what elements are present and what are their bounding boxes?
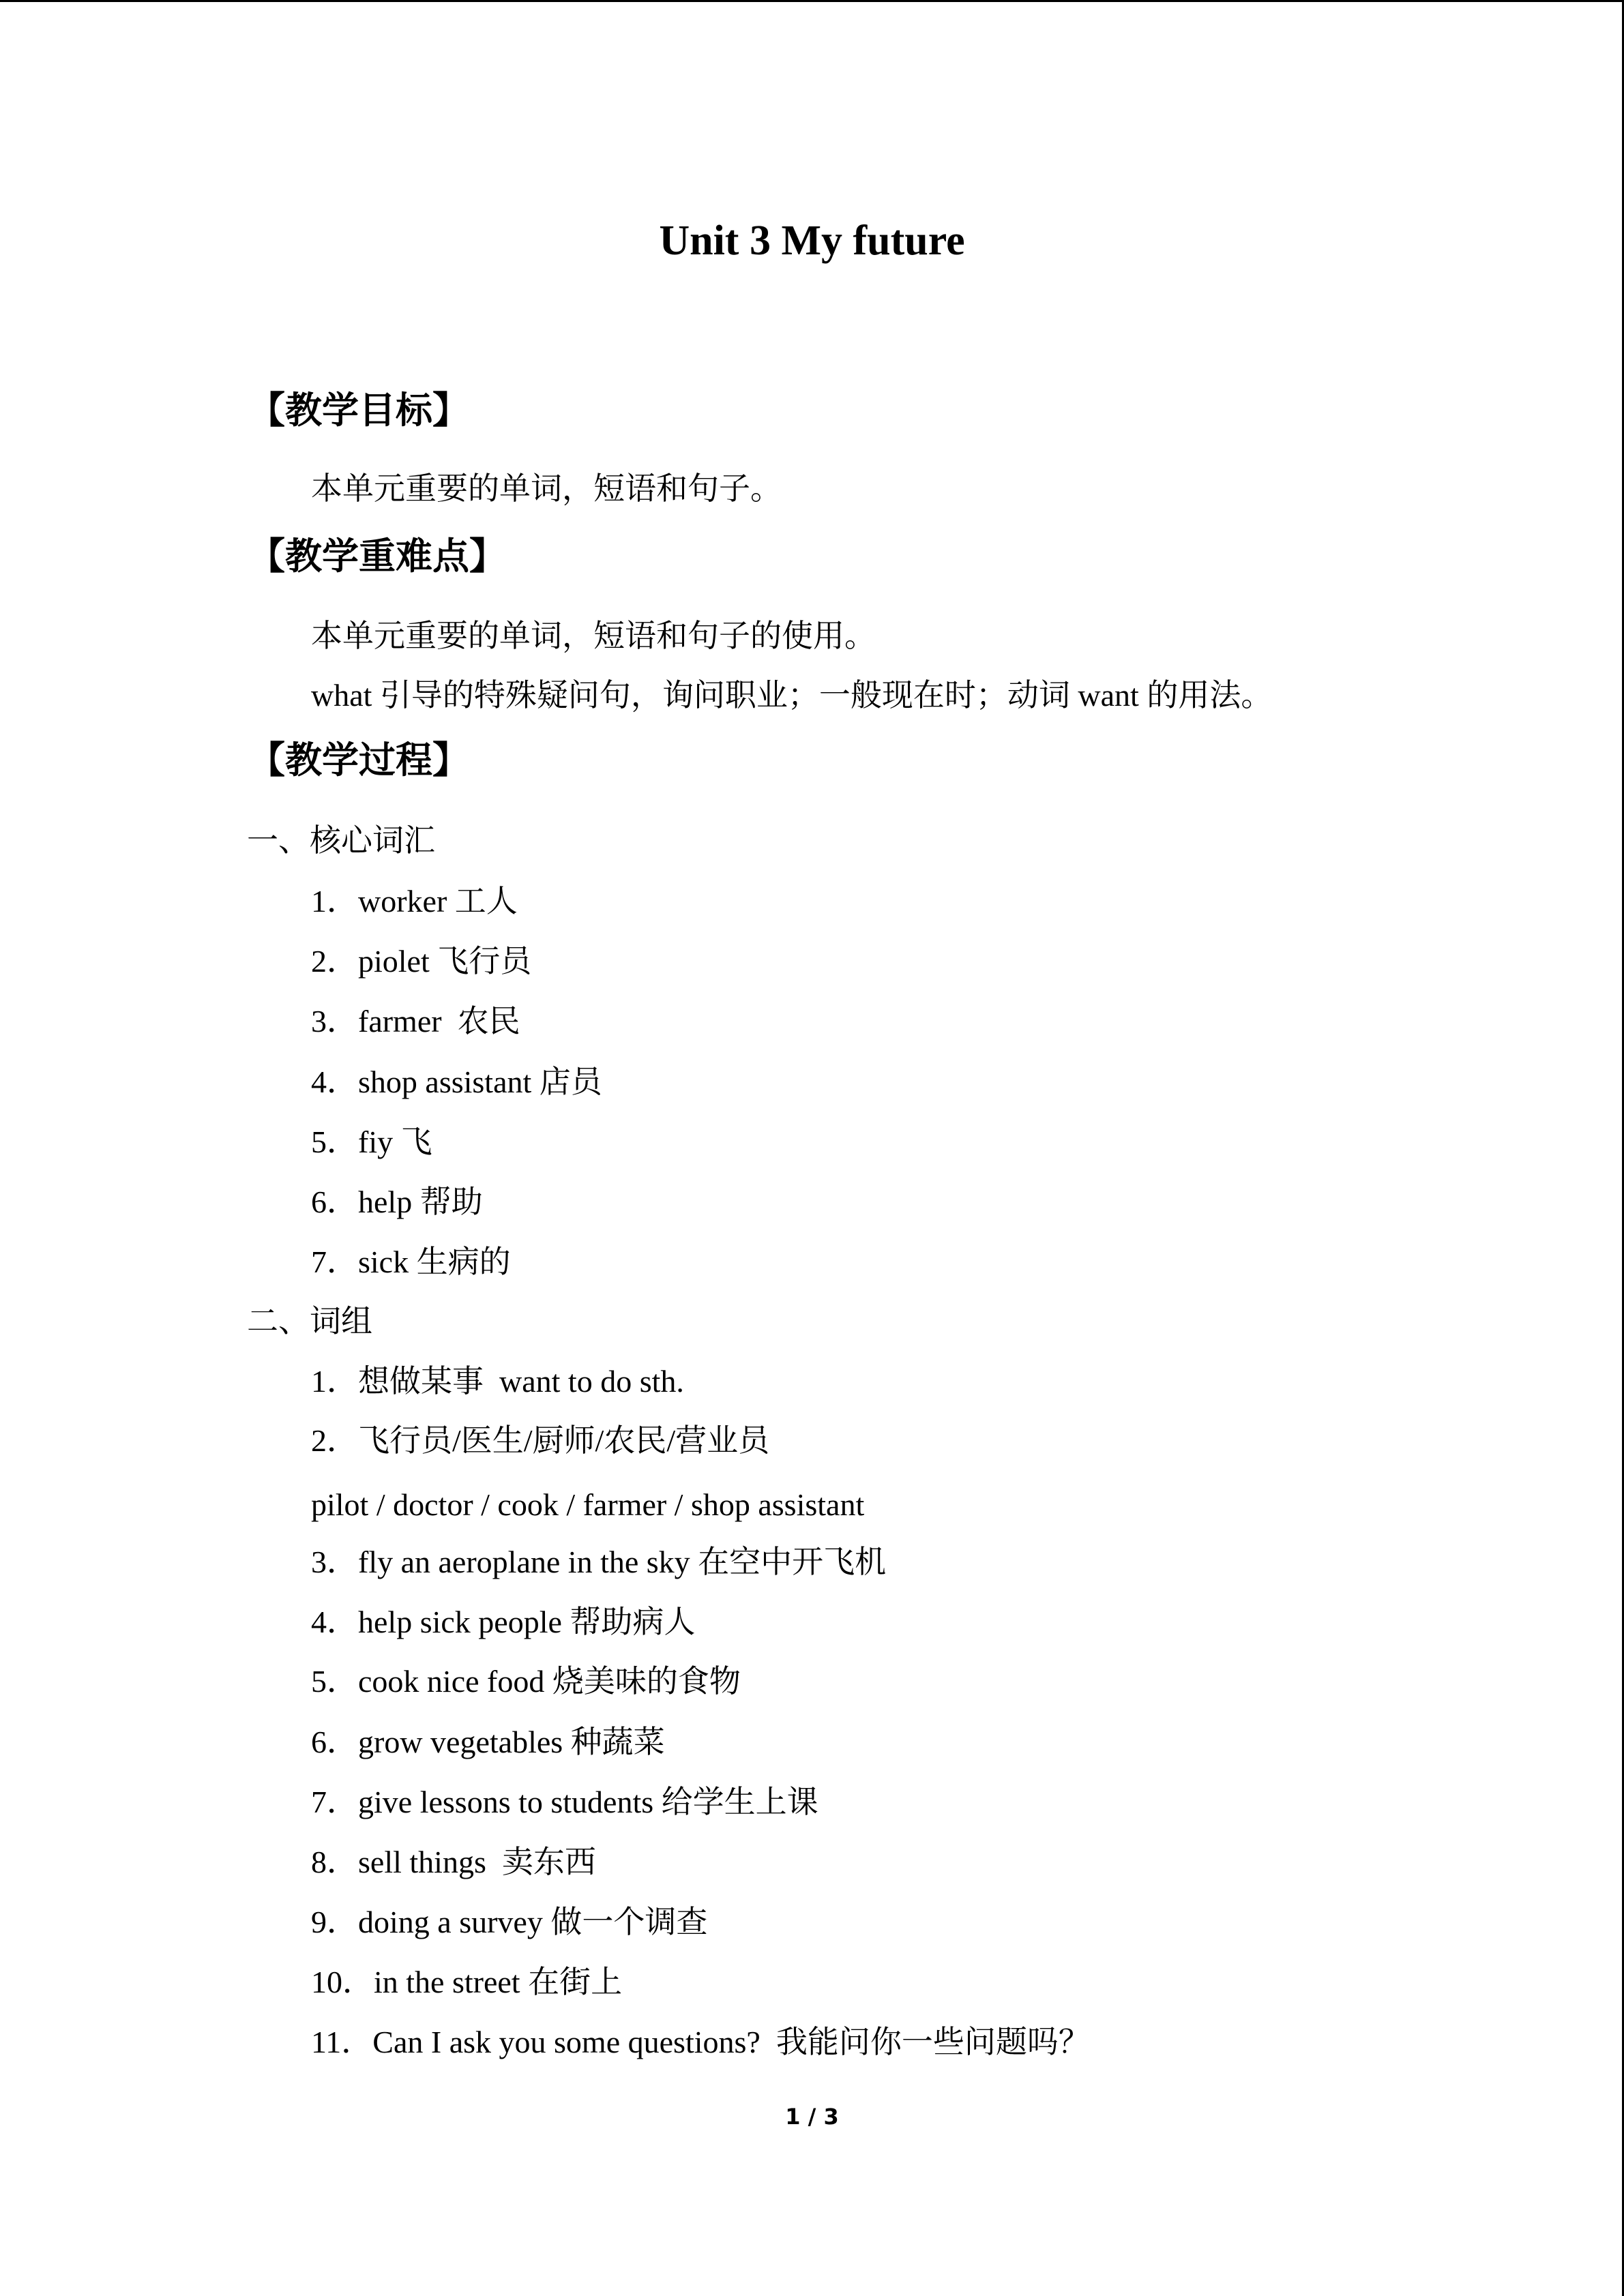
phrase-item: 3．fly an aeroplane in the sky 在空中开飞机 bbox=[311, 1545, 887, 1579]
phrase-item: 8．sell things 卖东西 bbox=[311, 1845, 596, 1879]
vocab-item: 1．worker 工人 bbox=[311, 884, 518, 919]
document-title: Unit 3 My future bbox=[659, 218, 965, 264]
vocab-item: 2．piolet 飞行员 bbox=[311, 944, 532, 979]
vocab-item: 7．sick 生病的 bbox=[311, 1244, 511, 1279]
phrase-item: 2．飞行员/医生/厨师/农民/营业员 bbox=[311, 1423, 770, 1458]
key-points-line-1: 本单元重要的单词，短语和句子的使用。 bbox=[311, 618, 876, 653]
phrase-item: 7．give lessons to students 给学生上课 bbox=[311, 1785, 818, 1819]
phrase-item: 1．想做某事 want to do sth. bbox=[311, 1364, 684, 1399]
phrase-item: 4．help sick people 帮助病人 bbox=[311, 1605, 696, 1639]
phrase-item: 10．in the street 在街上 bbox=[311, 1965, 623, 1999]
objectives-line-1: 本单元重要的单词，短语和句子。 bbox=[311, 471, 782, 506]
phrase-item: 9．doing a survey 做一个调查 bbox=[311, 1905, 708, 1939]
key-points-line-2: what 引导的特殊疑问句，询问职业；一般现在时；动词 want 的用法。 bbox=[311, 678, 1273, 713]
phrase-item: 11．Can I ask you some questions? 我能问你一些问题吗？ bbox=[311, 2025, 1090, 2059]
phrase-item: 6．grow vegetables 种蔬菜 bbox=[311, 1725, 665, 1759]
phrase-item: 5．cook nice food 烧美味的食物 bbox=[311, 1664, 741, 1699]
heading-process: 【教学过程】 bbox=[248, 740, 469, 781]
phrases-section-title: 二、词组 bbox=[247, 1304, 372, 1339]
heading-key-points: 【教学重难点】 bbox=[248, 536, 506, 577]
heading-objectives: 【教学目标】 bbox=[248, 390, 469, 431]
page-number: 1 / 3 bbox=[785, 2104, 839, 2130]
vocab-item: 4．shop assistant 店员 bbox=[311, 1064, 602, 1099]
vocab-item: 3．farmer 农民 bbox=[311, 1004, 520, 1039]
vocab-item: 6．help 帮助 bbox=[311, 1184, 483, 1219]
vocab-item: 5．fiy 飞 bbox=[311, 1124, 432, 1159]
top-border bbox=[0, 0, 1624, 2]
phrase-item: pilot / doctor / cook / farmer / shop assistant bbox=[311, 1487, 865, 1522]
vocab-section-title: 一、核心词汇 bbox=[247, 823, 435, 858]
